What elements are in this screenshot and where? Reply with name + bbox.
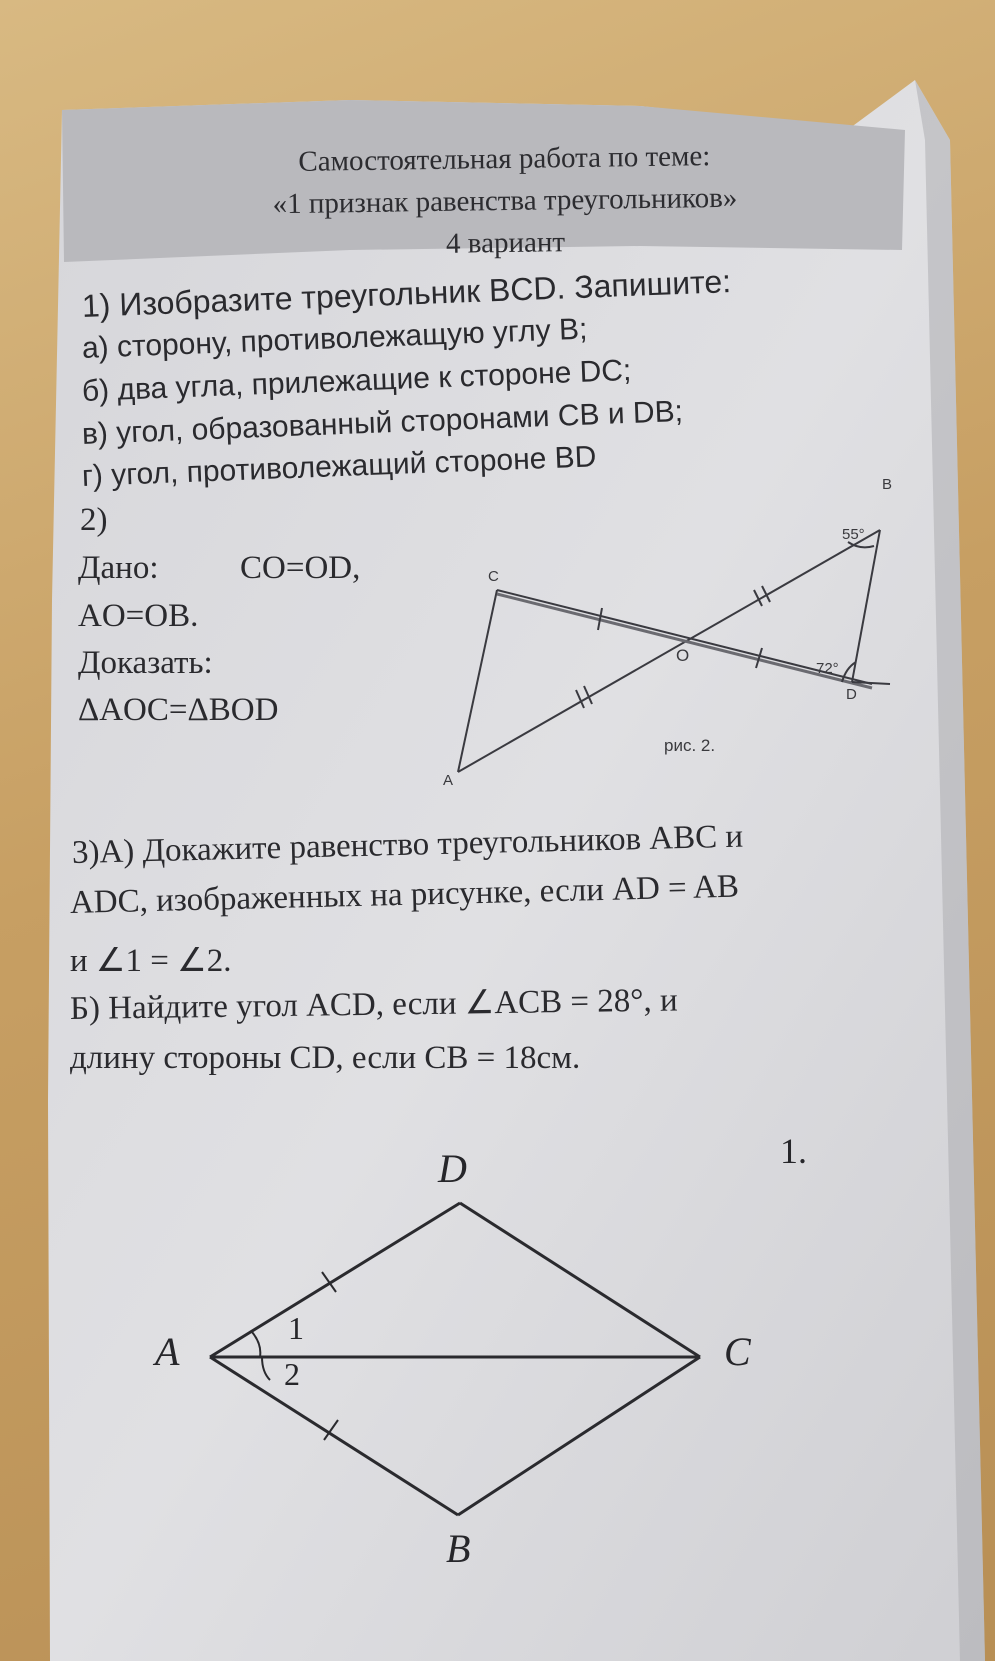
task1-intro: 1) Изобразите треугольник BCD. Запишите:: [81, 263, 732, 324]
task1-item-b: б) два угла, прилежащие к стороне DC;: [81, 353, 632, 408]
task2-given-2: AO=OB.: [78, 598, 199, 634]
task3-b-line1: Б) Найдите угол ACD, если ∠ACB = 28°, и: [69, 982, 678, 1027]
fig2-point-a: A: [443, 772, 454, 789]
fig2-angle-d: 72°: [816, 660, 839, 677]
fig2-point-c: C: [488, 568, 499, 585]
fig1-point-c: C: [724, 1329, 751, 1374]
worksheet-header: [94, 132, 916, 273]
fig2-point-o: O: [676, 646, 690, 665]
fig2-point-d: D: [846, 686, 857, 703]
task1-item-a: а) сторону, противолежащую углу B;: [81, 312, 588, 365]
task3-a-line3: и ∠1 = ∠2.: [70, 943, 232, 979]
header-variant: 4 вариант: [445, 226, 566, 260]
task1-item-d: г) угол, противолежащий стороне BD: [81, 440, 597, 493]
fig2-point-b: B: [882, 476, 893, 493]
fig1-point-a: A: [155, 1329, 180, 1374]
fig2-angle-b: 55°: [842, 526, 865, 543]
fig1-point-b: B: [446, 1526, 471, 1571]
task2-prove: ΔAOC=ΔBOD: [78, 692, 279, 728]
fig1-angle-2: 2: [284, 1356, 300, 1392]
fig2-caption: рис. 2.: [664, 736, 716, 755]
fig1-number: 1.: [780, 1131, 807, 1171]
task1-item-c: в) угол, образованный сторонами CB и DB;: [81, 394, 684, 451]
task2-number: 2): [80, 502, 108, 538]
header-topic: «1 признак равенства треугольников»: [272, 181, 738, 221]
fig1-point-d: D: [438, 1146, 467, 1191]
task2-given-1: CO=OD,: [240, 550, 361, 586]
task2-given-label: Дано:: [78, 550, 159, 586]
header-title: Самостоятельная работа по теме:: [298, 140, 711, 178]
task3-a-line1: 3)А) Докажите равенство треугольников ABC и: [71, 818, 744, 871]
task3-b-line2: длину стороны CD, если CB = 18см.: [70, 1040, 581, 1076]
fig1-angle-1: 1: [288, 1310, 304, 1346]
task2-prove-label: Доказать:: [78, 645, 213, 681]
task3-a-line2: ADC, изображенных на рисунке, если AD = AB: [69, 868, 740, 921]
